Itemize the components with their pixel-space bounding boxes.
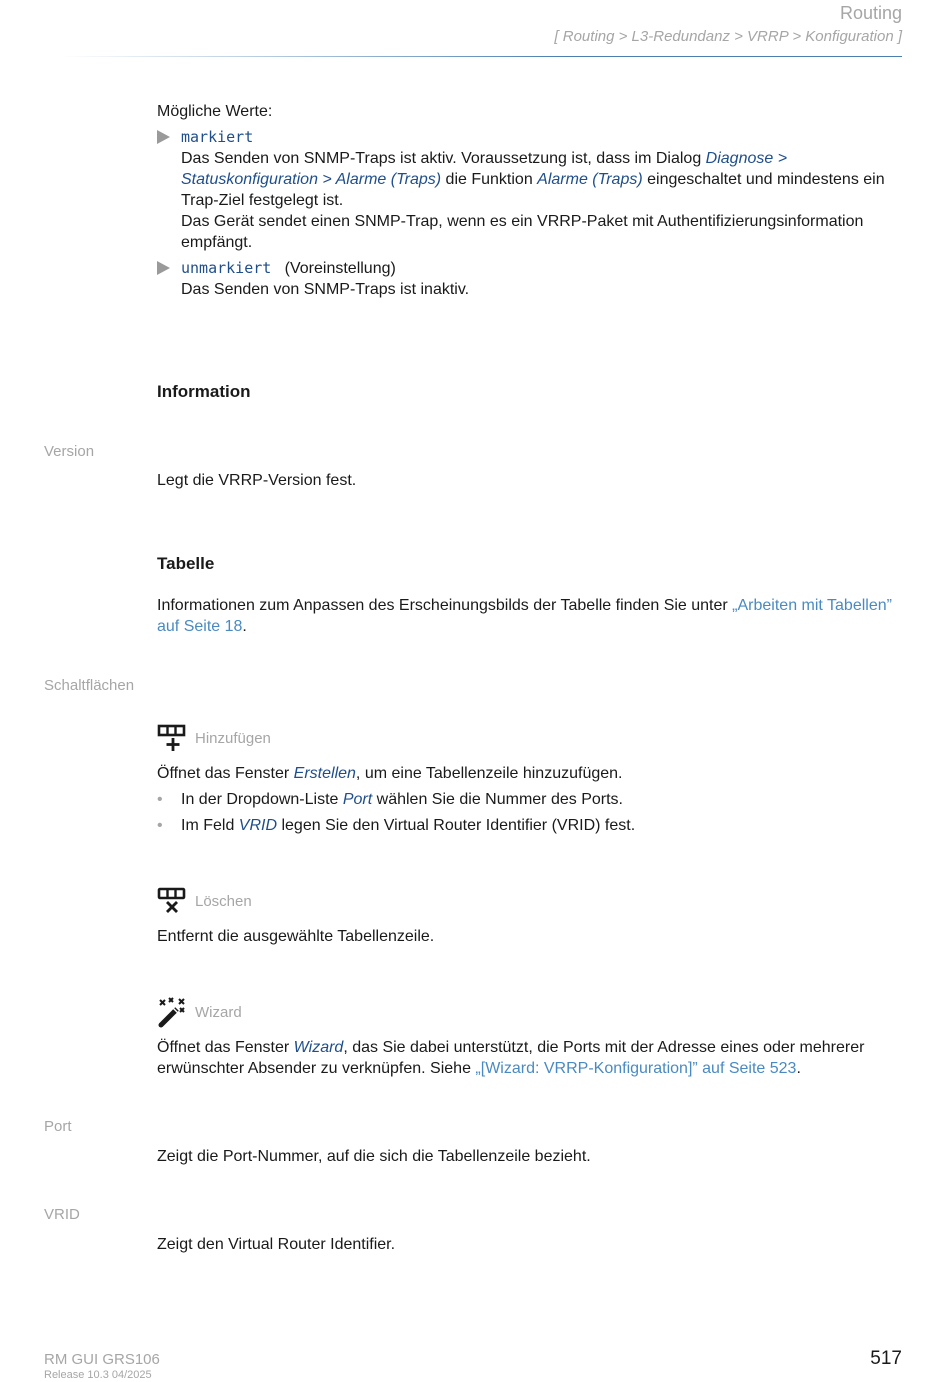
table-desc-a: Informationen zum Anpassen des Erscheinungsbilds der Tabelle finden Sie unter [157, 597, 733, 614]
vrid-label: VRID [44, 1206, 80, 1223]
table-delete-icon [157, 887, 186, 915]
marked-desc-a: Das Senden von SNMP-Traps ist aktiv. Voraussetzung ist, dass im Dialog [181, 150, 706, 167]
wizard-help-link[interactable]: „[Wizard: VRRP-Konfiguration]” auf Seite 523 [475, 1060, 797, 1077]
version-label: Version [44, 443, 95, 460]
add-button-label: Hinzufügen [195, 729, 271, 747]
header-title: Routing [839, 3, 902, 23]
field-name-vrid: VRID [238, 817, 278, 834]
bullet-dot-icon: • [157, 791, 163, 808]
list-item [157, 789, 902, 810]
footer-release: Release 10.3 04/2025 [44, 1369, 152, 1381]
version-desc: Legt die VRRP-Version fest. [157, 472, 357, 489]
wizard-desc-c: . [796, 1060, 801, 1077]
delete-button-label: Löschen [195, 892, 252, 910]
possible-values-intro: Mögliche Werte: [157, 103, 273, 120]
add-button[interactable] [157, 724, 271, 752]
unmarked-desc: Das Senden von SNMP-Traps ist inaktiv. [181, 281, 470, 298]
breadcrumb: [ Routing > L3-Redundanz > VRRP > Konfiguration ] [554, 28, 902, 45]
value-code-unmarked: unmarkiert [181, 259, 272, 277]
bullet2-a: Im Feld [181, 817, 239, 834]
value-item-marked [157, 127, 902, 253]
marked-desc-c: eingeschaltet und mindestens ein Trap-Ziel festgelegt ist. [181, 171, 885, 209]
triangle-right-icon [157, 261, 170, 275]
port-label: Port [44, 1118, 72, 1135]
field-name-port: Port [342, 791, 373, 808]
buttons-section-label: Schaltflächen [44, 677, 135, 694]
information-heading: Information [157, 382, 251, 401]
bullet-dot-icon: • [157, 817, 163, 834]
value-item-unmarked [157, 258, 902, 300]
wizard-desc-a: Öffnet das Fenster [157, 1039, 294, 1056]
delete-desc: Entfernt die ausgewählte Tabellenzeile. [157, 928, 435, 945]
header-divider [60, 56, 902, 57]
dialog-path-link[interactable]: Diagnose > Statuskonfiguration > Alarme (Traps) [181, 150, 788, 188]
bullet2-b: legen Sie den Virtual Router Identifier (VRID) fest. [277, 817, 636, 834]
window-name-wizard: Wizard [293, 1039, 344, 1056]
table-help-link[interactable]: „Arbeiten mit Tabellen” auf Seite 18 [157, 597, 892, 635]
wizard-button[interactable] [157, 997, 242, 1028]
table-heading: Tabelle [157, 554, 215, 573]
bullet1-a: In der Dropdown-Liste [181, 791, 343, 808]
marked-desc-b: die Funktion [441, 171, 538, 188]
bullet1-b: wählen Sie die Nummer des Ports. [372, 791, 623, 808]
table-desc [157, 595, 902, 637]
delete-button[interactable] [157, 887, 252, 915]
wizard-desc [157, 1037, 902, 1079]
magic-wand-icon [157, 997, 186, 1028]
default-note: (Voreinstellung) [284, 260, 396, 277]
table-add-icon [157, 724, 186, 752]
table-desc-b: . [242, 618, 247, 635]
window-name-create: Erstellen [293, 765, 356, 782]
marked-desc-2: Das Gerät sendet einen SNMP-Trap, wenn es ein VRRP-Paket mit Authentifizierungsinformation empfängt. [181, 213, 864, 251]
function-name: Alarme (Traps) [537, 171, 643, 188]
list-item [157, 815, 902, 836]
add-desc [157, 763, 902, 784]
value-code-marked: markiert [181, 128, 254, 146]
triangle-right-icon [157, 130, 170, 144]
add-desc-b: , um eine Tabellenzeile hinzuzufügen. [355, 765, 623, 782]
add-desc-a: Öffnet das Fenster [157, 765, 294, 782]
page-number: 517 [870, 1348, 902, 1369]
port-desc: Zeigt die Port-Nummer, auf die sich die Tabellenzeile bezieht. [157, 1148, 591, 1165]
wizard-desc-b: , das Sie dabei unterstützt, die Ports mit der Adresse eines oder mehrerer erwünschter Absender zu verknüpfen. Siehe [157, 1039, 865, 1077]
footer-doc-title: RM GUI GRS106 [44, 1351, 160, 1368]
vrid-desc: Zeigt den Virtual Router Identifier. [157, 1236, 396, 1253]
wizard-button-label: Wizard [195, 1004, 242, 1021]
